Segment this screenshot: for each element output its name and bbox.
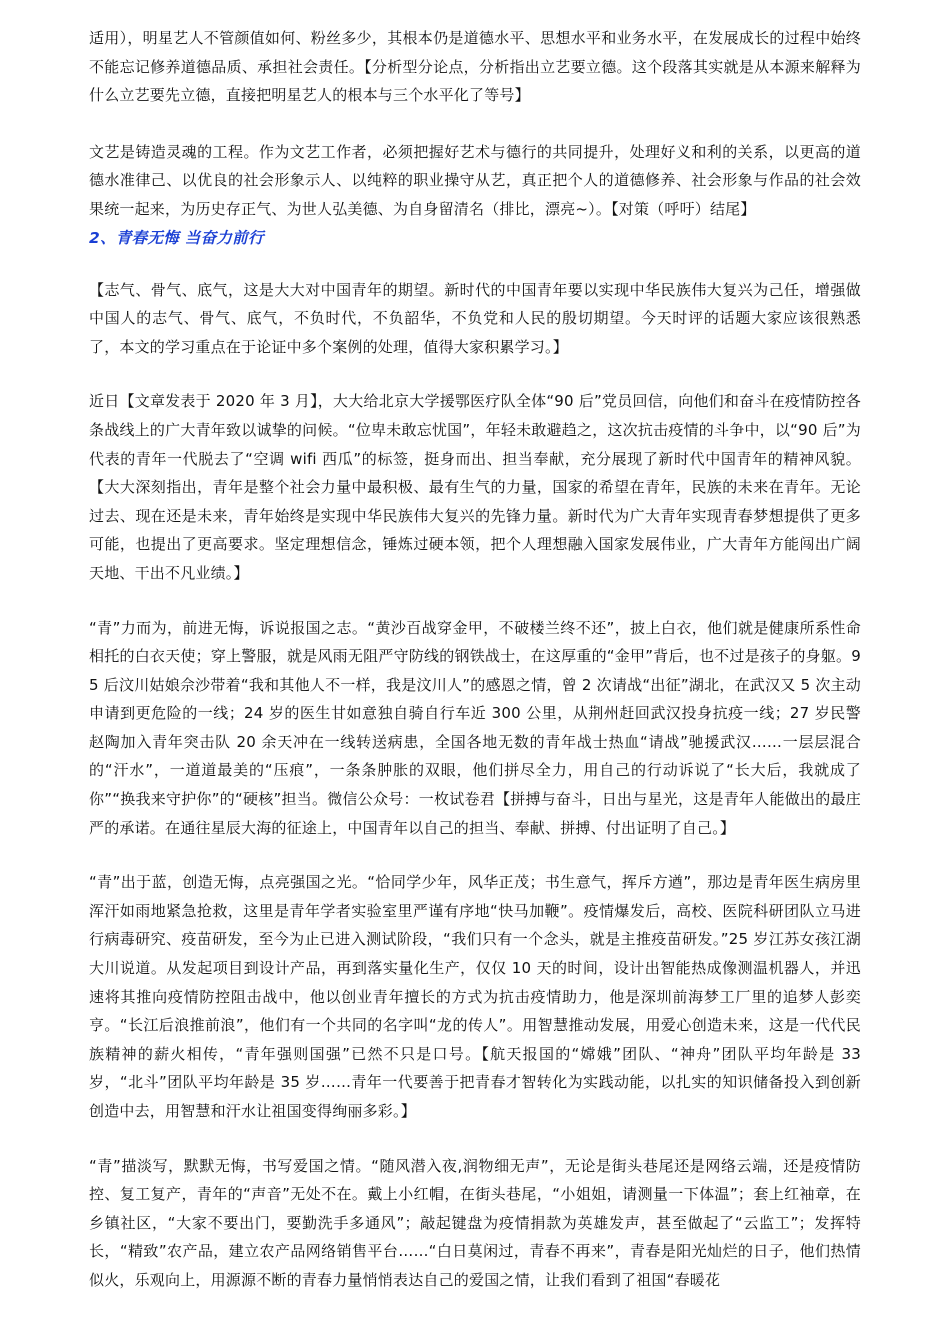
paragraph-conclusion: 文艺是铸造灵魂的工程。作为文艺工作者，必须把握好艺术与德行的共同提升，处理好义和利的关系，以更高的道德水准律己、以优良的社会形象示人、以纯粹的职业操守从艺，真正把个人的道德修养、社会形象与作品的社会效果统一起来，为历史存正气、为世人弘美德、为自身留清名（排比，漂亮~）。【对策（呼吁）结尾】 xyxy=(89,142,861,218)
paragraph-argument-2: “青”出于蓝，创造无悔，点亮强国之光。“恰同学少年，风华正茂；书生意气，挥斥方遒”，那边是青年医生病房里浑汗如雨地紧急抢救，这里是青年学者实验室里严谨有序地“快马加鞭”。疫情爆发后，高校、医院科研团队立马进行病毒研究、疫苗研发，至今为止已进入测试阶段，“我们只有一个念头，就是主推疫苗研发。”25 岁江苏女孩江湖大川说道。从发起项目到设计产品，再到落实量化生产，仅仅 10 天的时间，设计出智能热成像测温机器人，并迅速将其推向疫情防控阻击战中，他以创业青年擅长的方式为抗击疫情助力，他是深圳前海梦工厂里的追梦人彭奕亨。“长江后浪推前浪”，他们有一个共同的名字叫“龙的传人”。用智慧推动发展，用爱心创造未来，这是一代代民族精神的薪火相传，“青年强则国强”已然不只是口号。【航天报国的“嫦娥”团队、“神舟”团队平均年龄是 33 岁，“北斗”团队平均年龄是 35 岁……青年一代要善于把青春才智转化为实践动能，以扎实的知识储备投入到创新创造中去，用智慧和汗水让祖国变得绚丽多彩。】 xyxy=(89,873,861,1120)
paragraph-argument-1: “青”力而为，前进无悔，诉说报国之志。“黄沙百战穿金甲，不破楼兰终不还”，披上白衣，他们就是健康所系性命相托的白衣天使；穿上警服，就是风雨无阻严守防线的钢铁战士，在这厚重的“金甲”背后，也不过是孩子的身躯。95 后汶川姑娘佘沙带着“我和其他人不一样，我是汶川人”的感恩之情，曾 2 次请战“出征”湖北，在武汉又 5 次主动申请到更危险的一线；24 岁的医生甘如意独自骑自行车近 300 公里，从荆州赶回武汉投身抗疫一线；27 岁民警赵陶加入青年突击队 20 余天冲在一线转送病患，全国各地无数的青年战士热血“请战”驰援武汉……一层层混合的“汗水”，一道道最美的“压痕”，一条条肿胀的双眼，他们拼尽全力，用自己的行动诉说了“长大后，我就成了你”“换我来守护你”的“硬核”担当。微信公众号：一枚试卷君【拼搏与奋斗，日出与星光，这是青年人能做出的最庄严的承诺。在通往星辰大海的征途上，中国青年以自己的担当、奉献、拼搏、付出证明了自己。】 xyxy=(89,618,861,837)
paragraph-argument-3: “青”描淡写，默默无悔，书写爱国之情。“随风潜入夜,润物细无声”，无论是街头巷尾还是网络云端，还是疫情防控、复工复产，青年的“声音”无处不在。戴上小红帽，在街头巷尾，“小姐姐，请测量一下体温”；套上红袖章，在乡镇社区，“大家不要出门，要勤洗手多通风”；敲起键盘为疫情捐款为英雄发声，甚至做起了“云监工”；发挥特长，“精致”农产品，建立农产品网络销售平台……“白日莫闲过，青春不再来”，青春是阳光灿烂的日子，他们热情似火，乐观向上，用源源不断的青春力量悄悄表达自己的爱国之情，让我们看到了祖国“春暖花 xyxy=(89,1156,861,1289)
paragraph-intro-note: 【志气、骨气、底气，这是大大对中国青年的期望。新时代的中国青年要以实现中华民族伟大复兴为己任，增强做中国人的志气、骨气、底气，不负时代，不负韶华，不负党和人民的殷切期望。今天时评的话题大家应该很熟悉了，本文的学习重点在于论证中多个案例的处理，值得大家积累学习。】 xyxy=(89,280,861,356)
paragraph-opening: 近日【文章发表于 2020 年 3 月】，大大给北京大学援鄂医疗队全体“90 后”党员回信，向他们和奋斗在疫情防控各条战线上的广大青年致以诚挚的问候。“位卑未敢忘忧国”，年轻未敢避趋之，这次抗击疫情的斗争中，以“90 后”为代表的青年一代脱去了“空调 wifi 西瓜”的标签，挺身而出、担当奉献，充分展现了新时代中国青年的精神风貌。【大大深刻指出，青年是整个社会力量中最积极、最有生气的力量，国家的希望在青年，民族的未来在青年。无论过去、现在还是未来，青年始终是实现中华民族伟大复兴的先锋力量。新时代为广大青年实现青春梦想提供了更多可能，也提出了更高要求。坚定理想信念，锤炼过硬本领，把个人理想融入国家发展伟业，广大青年方能闯出广阔天地、干出不凡业绩。】 xyxy=(89,392,861,582)
paragraph-continuation: 适用），明星艺人不管颜值如何、粉丝多少，其根本仍是道德水平、思想水平和业务水平，在发展成长的过程中始终不能忘记修养道德品质、承担社会责任。【分析型分论点，分析指出立艺要立德。这个段落其实就是从本源来解释为什么立艺要先立德，直接把明星艺人的根本与三个水平化了等号】 xyxy=(89,29,861,105)
section-heading: 2、青春无悔 当奋力前行 xyxy=(89,228,264,247)
